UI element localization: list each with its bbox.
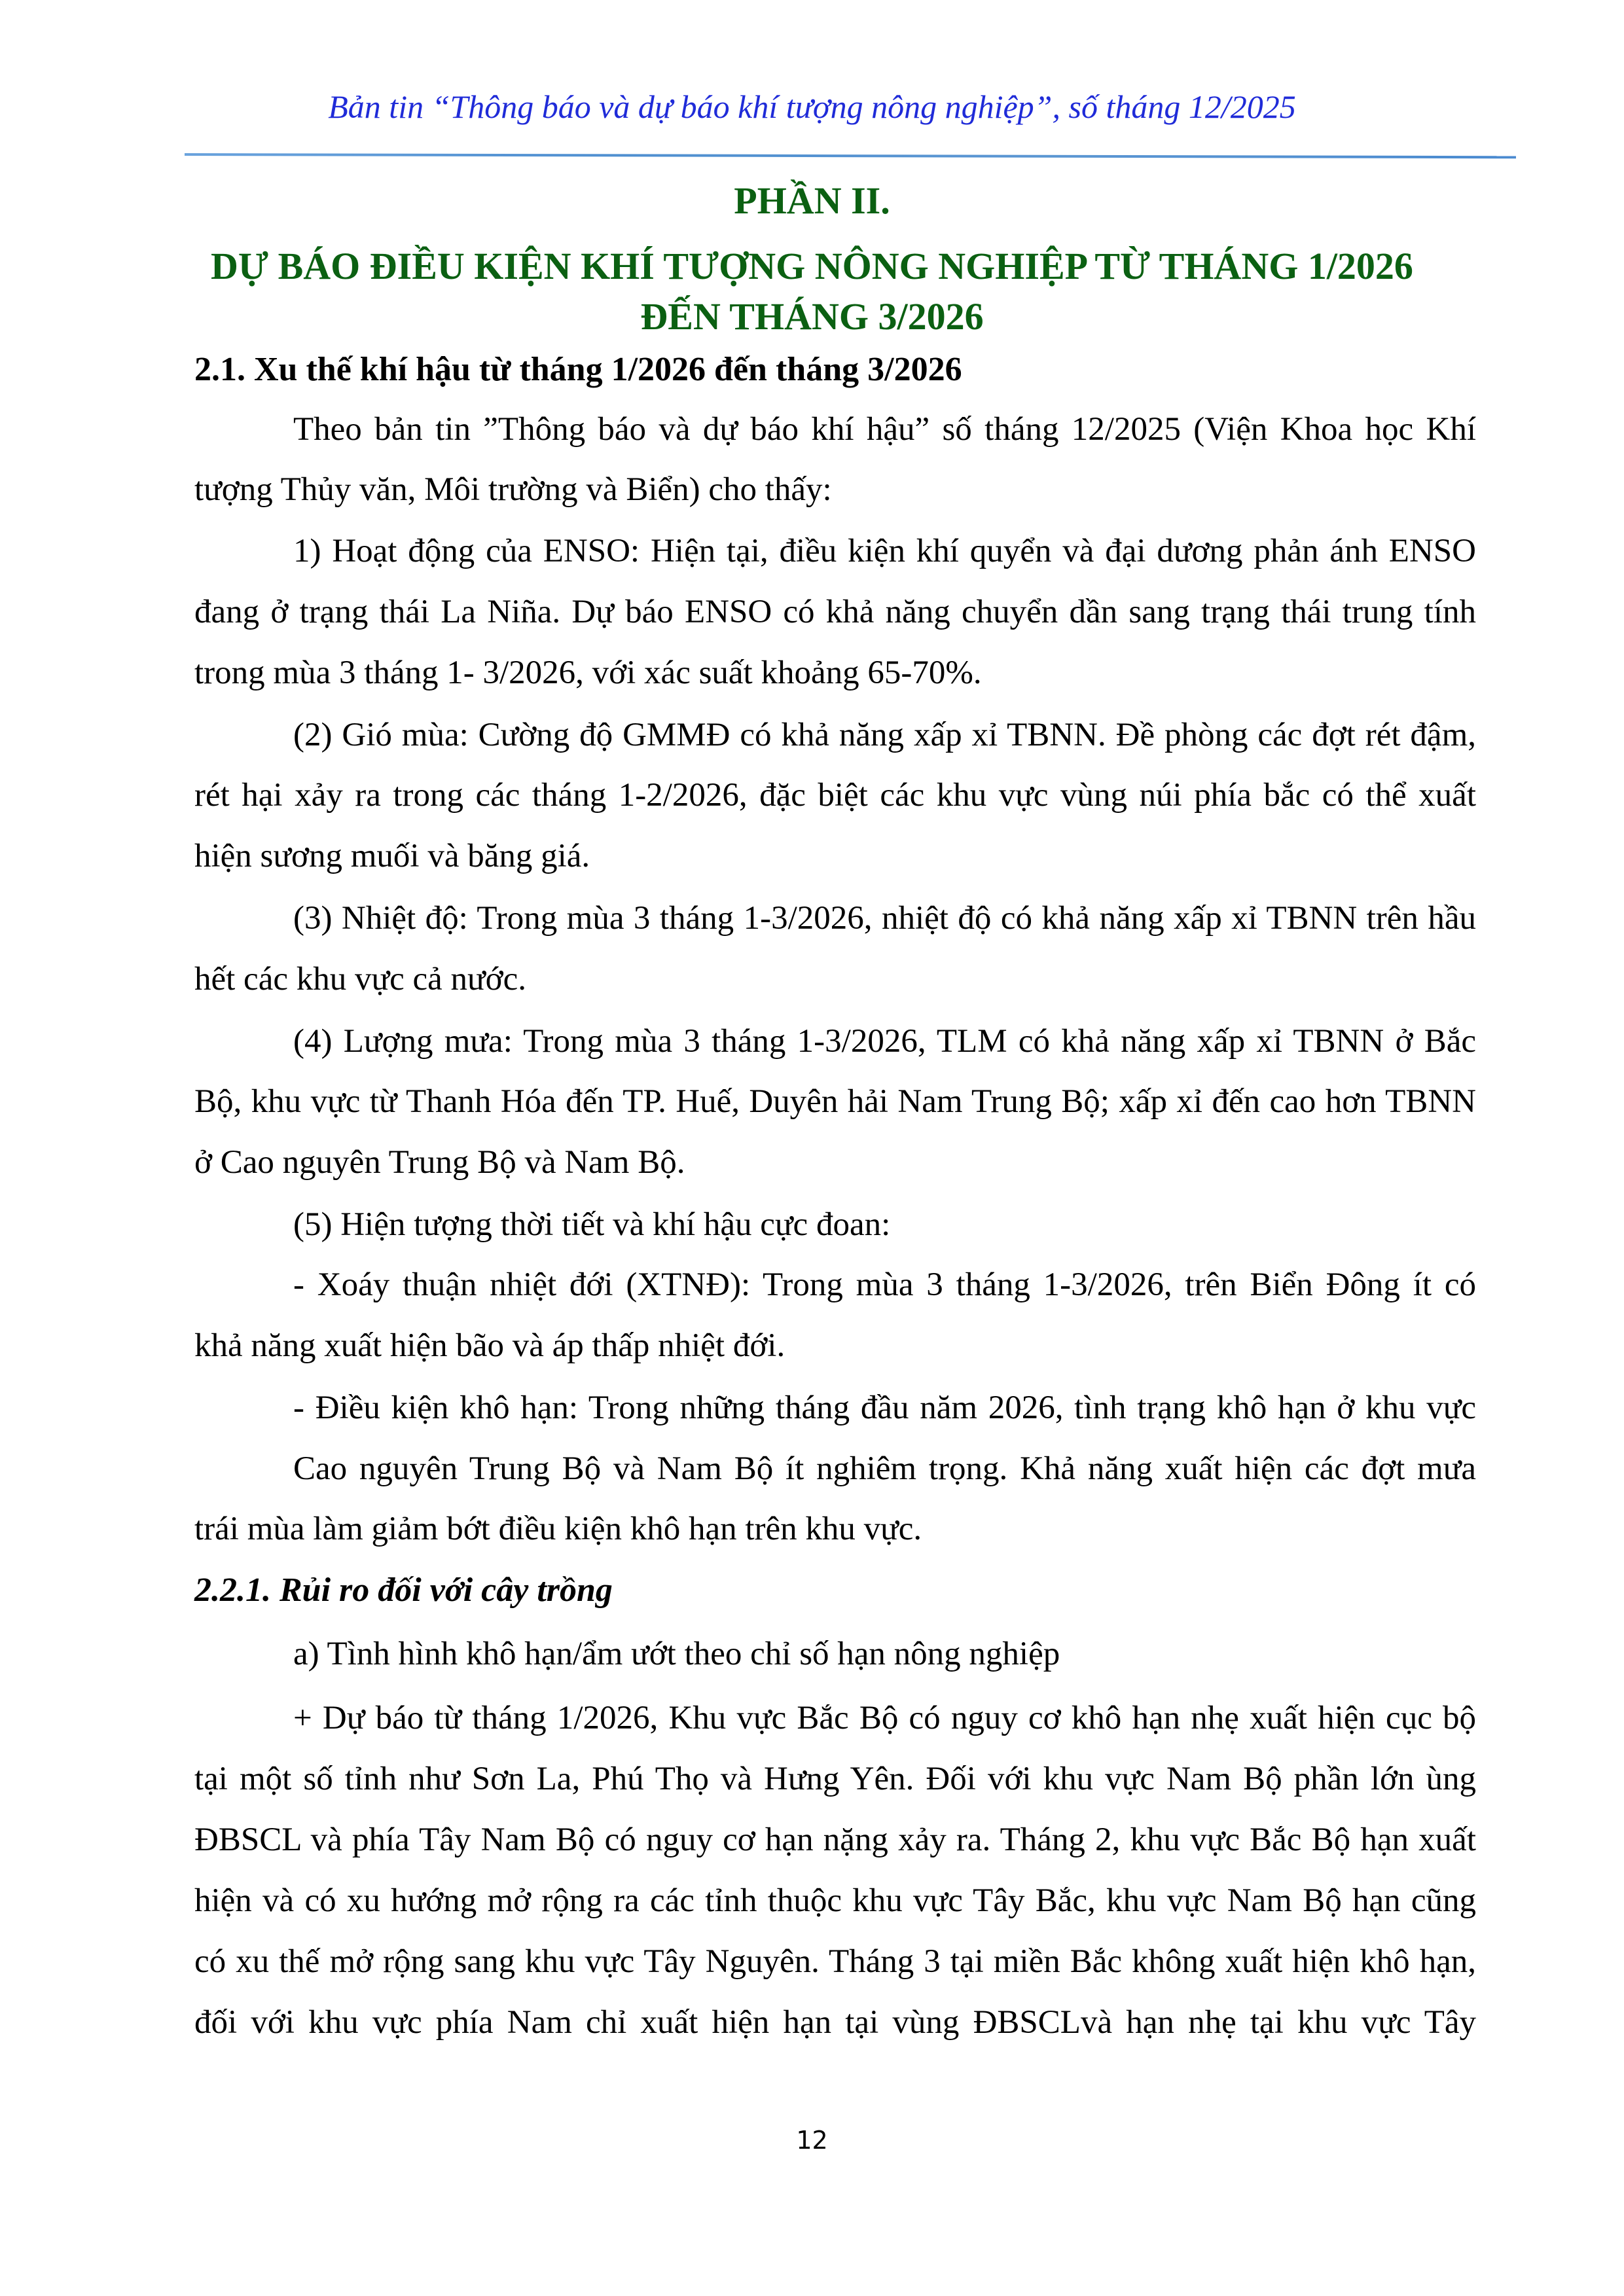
paragraph-line: rét hại xảy ra trong các tháng 1-2/2026, đặc biệt các khu vực vùng núi phía bắc có thể xuất [194,777,1476,814]
paragraph-line: ĐBSCL và phía Tây Nam Bộ có nguy cơ hạn nặng xảy ra. Tháng 2, khu vực Bắc Bộ hạn xuất [194,1821,1476,1858]
part-label: PHẦN II. [734,179,890,222]
paragraph-line: hết các khu vực cả nước. [194,961,527,997]
paragraph-line: Theo bản tin ”Thông báo và dự báo khí hậu” số tháng 12/2025 (Viện Khoa học Khí [293,411,1476,448]
paragraph-line: trong mùa 3 tháng 1- 3/2026, với xác suất khoảng 65-70%. [194,655,982,691]
paragraph-line: (5) Hiện tượng thời tiết và khí hậu cực đoan: [293,1206,891,1243]
paragraph-line: a) Tình hình khô hạn/ẩm ướt theo chỉ số hạn nông nghiệp [293,1636,1060,1672]
paragraph-line: đang ở trạng thái La Niña. Dự báo ENSO có khả năng chuyển dần sang trạng thái trung tính [194,594,1476,630]
page-number: 12 [796,2126,828,2155]
part-title-line-1: DỰ BÁO ĐIỀU KIỆN KHÍ TƯỢNG NÔNG NGHIỆP TỪ THÁNG 1/2026 [211,245,1413,287]
paragraph-line: - Điều kiện khô hạn: Trong những tháng đầu năm 2026, tình trạng khô hạn ở khu vực [293,1390,1476,1426]
running-header: Bản tin “Thông báo và dự báo khí tượng nông nghiệp”, số tháng 12/2025 [328,88,1296,125]
section-heading-2-2-1: 2.2.1. Rủi ro đối với cây trồng [194,1571,613,1609]
paragraph-line: - Xoáy thuận nhiệt đới (XTNĐ): Trong mùa 3 tháng 1-3/2026, trên Biển Đông ít có [293,1266,1476,1303]
part-title-line-2: ĐẾN THÁNG 3/2026 [640,295,984,338]
paragraph-line: hiện và có xu hướng mở rộng ra các tỉnh thuộc khu vực Tây Bắc, khu vực Nam Bộ hạn cũng [194,1882,1476,1919]
paragraph-line: trái mùa làm giảm bớt điều kiện khô hạn trên khu vực. [194,1511,922,1547]
paragraph-line: ở Cao nguyên Trung Bộ và Nam Bộ. [194,1144,685,1181]
paragraph-line: có xu thế mở rộng sang khu vực Tây Nguyên. Tháng 3 tại miền Bắc không xuất hiện khô hạn, [194,1943,1476,1980]
paragraph-line: đối với khu vực phía Nam chỉ xuất hiện hạn tại vùng ĐBSCLvà hạn nhẹ tại khu vực Tây [194,2004,1476,2041]
paragraph-line: khả năng xuất hiện bão và áp thấp nhiệt đới. [194,1327,785,1364]
header-rule [185,153,1516,158]
paragraph-line: + Dự báo từ tháng 1/2026, Khu vực Bắc Bộ có nguy cơ khô hạn nhẹ xuất hiện cục bộ [293,1700,1476,1736]
paragraph-line: 1) Hoạt động của ENSO: Hiện tại, điều kiện khí quyển và đại dương phản ánh ENSO [293,533,1476,569]
paragraph-line: (3) Nhiệt độ: Trong mùa 3 tháng 1-3/2026, nhiệt độ có khả năng xấp xỉ TBNN trên hầu [293,900,1476,937]
paragraph-line: (4) Lượng mưa: Trong mùa 3 tháng 1-3/2026, TLM có khả năng xấp xỉ TBNN ở Bắc [293,1023,1476,1060]
paragraph-line: hiện sương muối và băng giá. [194,838,590,874]
paragraph-line: tại một số tỉnh như Sơn La, Phú Thọ và Hưng Yên. Đối với khu vực Nam Bộ phần lớn ùng [194,1761,1476,1797]
paragraph-line: (2) Gió mùa: Cường độ GMMĐ có khả năng xấp xỉ TBNN. Đề phòng các đợt rét đậm, [293,717,1476,753]
paragraph-line: Cao nguyên Trung Bộ và Nam Bộ ít nghiêm trọng. Khả năng xuất hiện các đợt mưa [293,1450,1476,1487]
section-heading-2-1: 2.1. Xu thế khí hậu từ tháng 1/2026 đến tháng 3/2026 [194,351,962,388]
paragraph-line: tượng Thủy văn, Môi trường và Biển) cho thấy: [194,471,832,508]
paragraph-line: Bộ, khu vực từ Thanh Hóa đến TP. Huế, Duyên hải Nam Trung Bộ; xấp xỉ đến cao hơn TBNN [194,1083,1476,1120]
